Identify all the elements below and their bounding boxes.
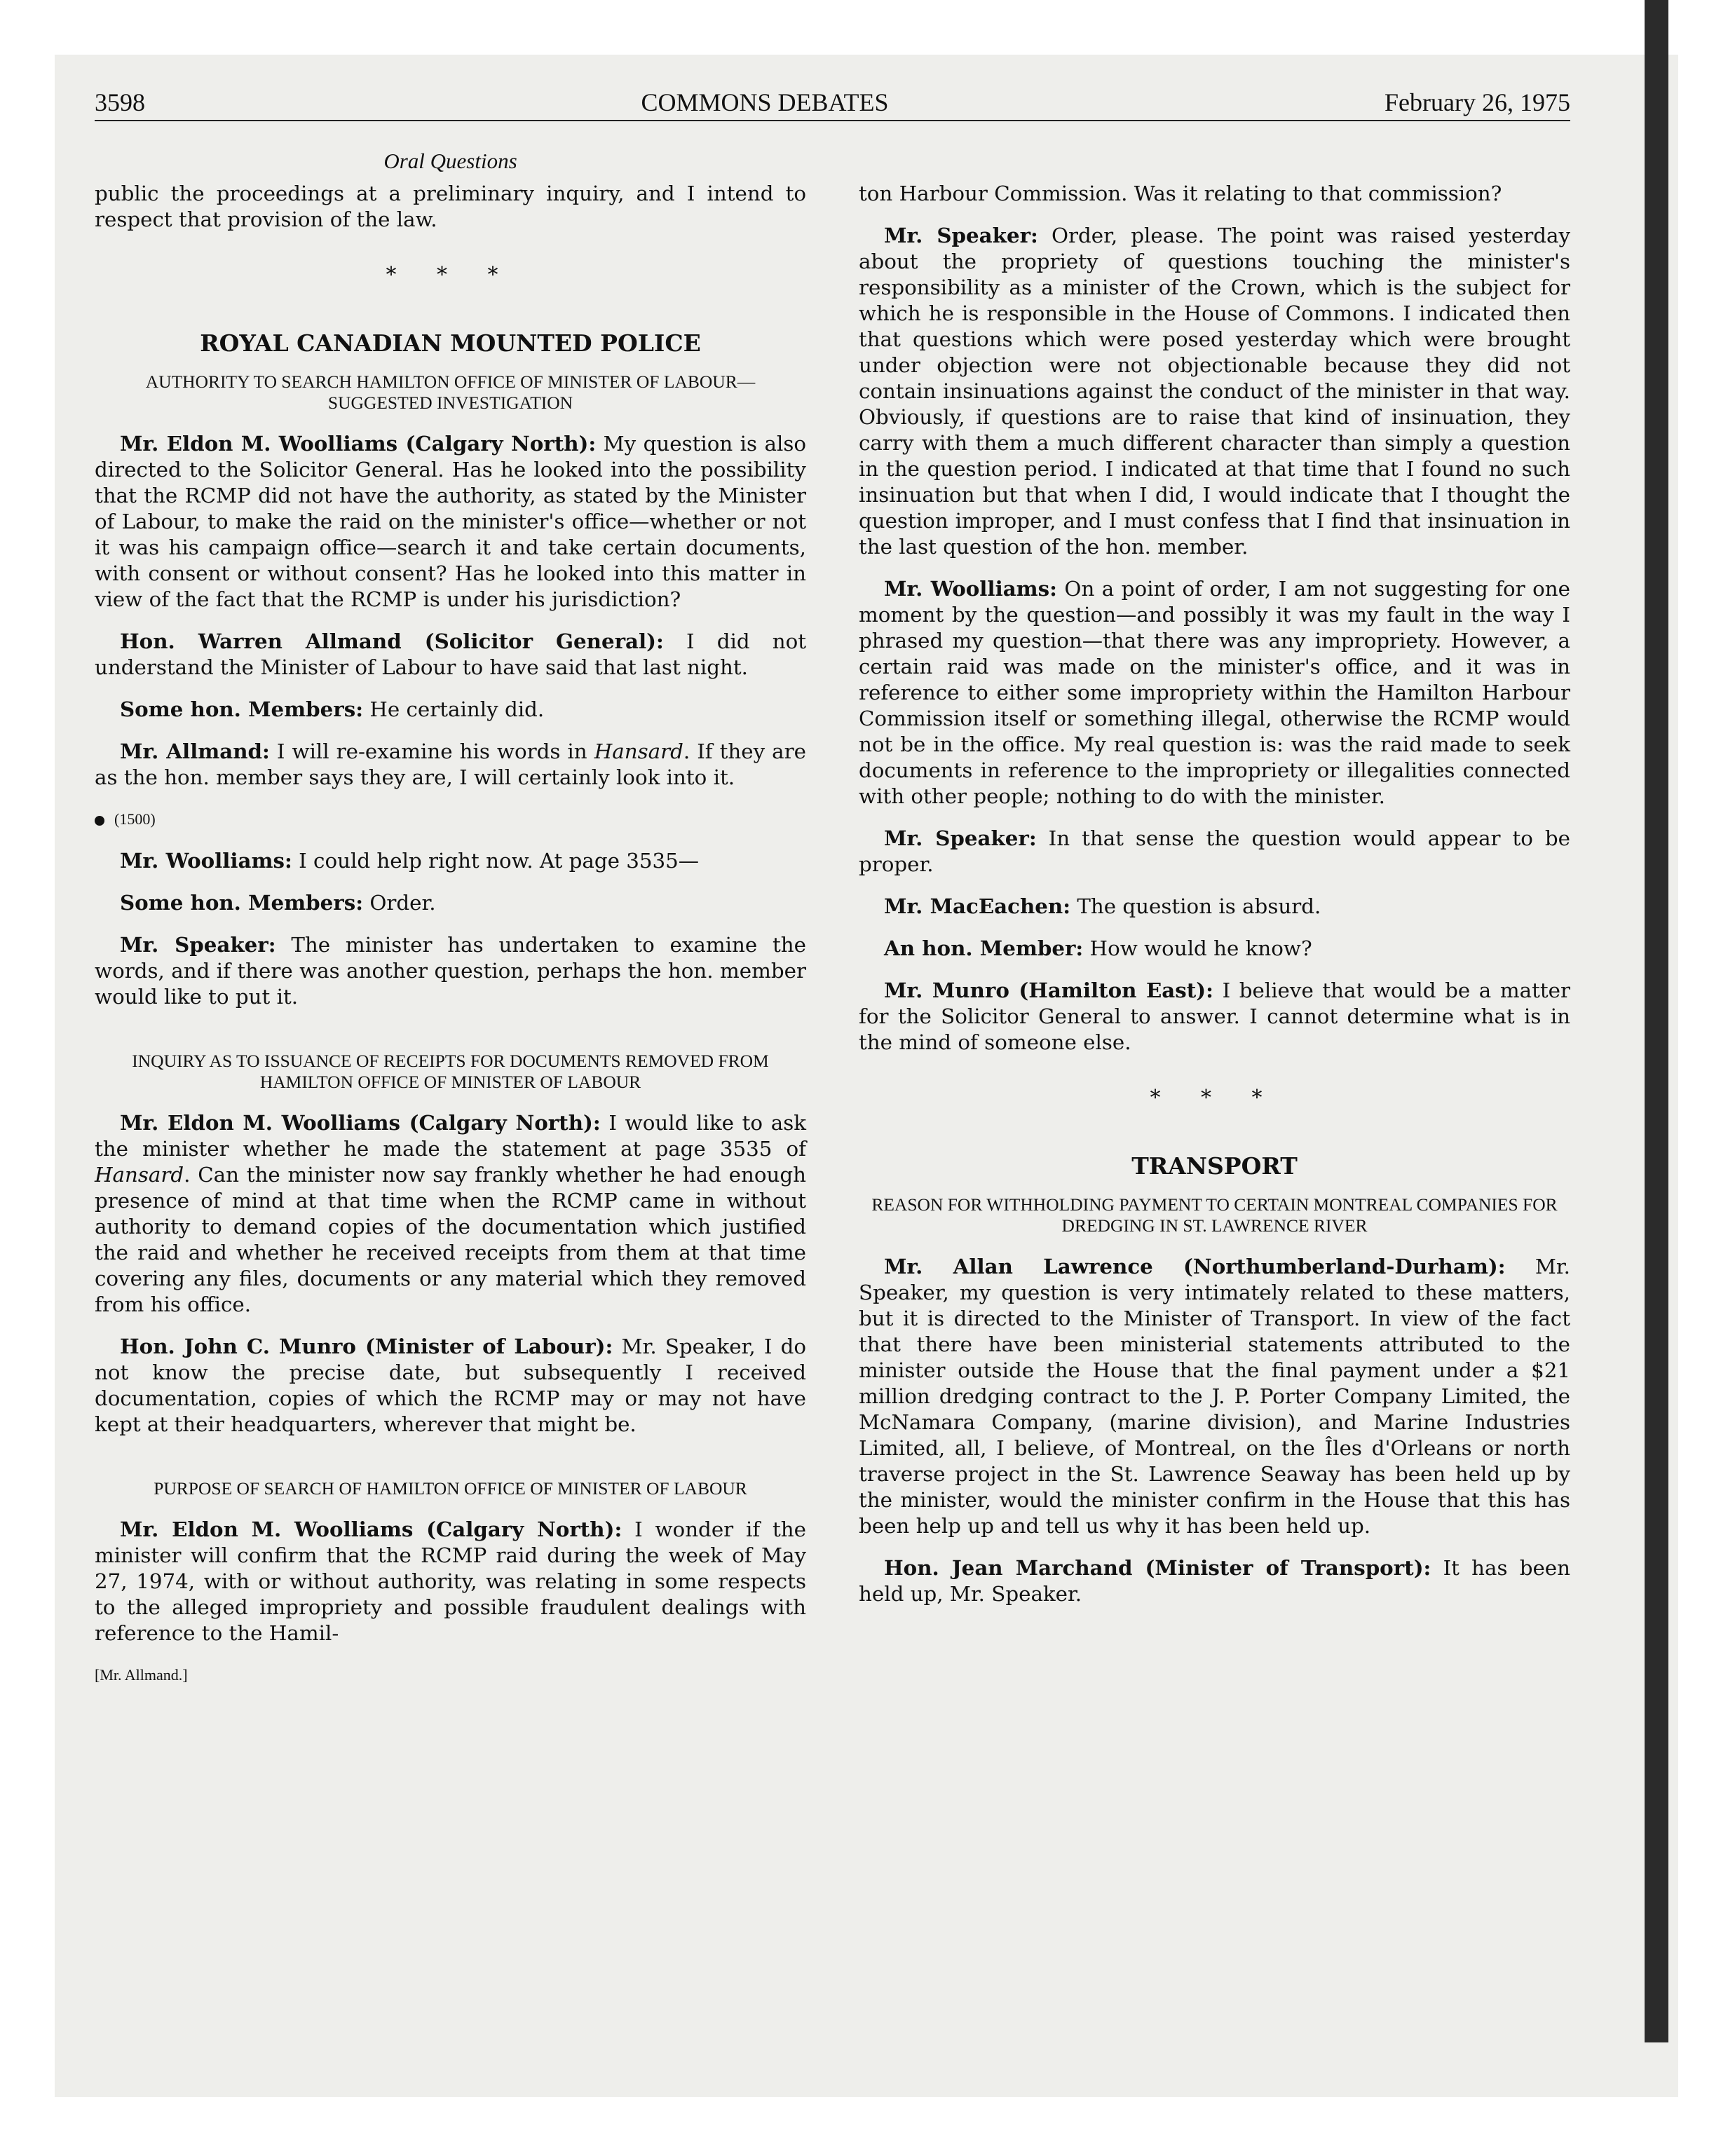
time-marker xyxy=(95,806,806,832)
speech-text: The minister has undertaken to examine the words, and if there was another question, perhaps the hon. member would like to put it. xyxy=(95,933,806,1009)
paragraph: public the proceedings at a preliminary inquiry, and I intend to respect that provision of the law. xyxy=(95,182,806,231)
speaker-name: An hon. Member: xyxy=(884,936,1084,960)
speaker-name: Mr. Munro (Hamilton East): xyxy=(884,978,1213,1002)
section-separator: * * * xyxy=(386,263,515,287)
speech-text: I would like to ask the minister whether he made the statement at page 3535 of xyxy=(95,1111,807,1161)
speaker-name: Hon. Jean Marchand (Minister of Transport): xyxy=(884,1555,1431,1580)
bullet-icon xyxy=(95,816,104,826)
speech-text: I could help right now. At page 3535— xyxy=(292,849,700,873)
speech-text: I believe that would be a matter for the Solicitor General to answer. I cannot determine what is in the mind of someone else. xyxy=(859,978,1571,1054)
paragraph xyxy=(95,1110,806,1318)
speech-text: How would he know? xyxy=(1083,936,1312,960)
speaker-name: Mr. Speaker: xyxy=(120,932,276,957)
paragraph xyxy=(859,1253,1570,1539)
paragraph xyxy=(859,825,1570,878)
publication-title: COMMONS DEBATES xyxy=(641,88,889,116)
speaker-name: Mr. MacEachen: xyxy=(884,894,1071,918)
paragraph xyxy=(95,738,806,791)
speaker-name: Mr. Speaker: xyxy=(884,826,1037,850)
right-column xyxy=(859,181,1570,1623)
paragraph xyxy=(95,932,806,1010)
subheading: AUTHORITY TO SEARCH HAMILTON OFFICE OF MINISTER OF LABOUR—SUGGESTED INVESTIGATION xyxy=(145,371,756,413)
speech-text: Mr. Speaker, I do not know the precise date, but subsequently I received documentation, copies of which the RCMP may or may not have kept at their headquarters, wherever that might be. xyxy=(95,1335,806,1436)
subheading: REASON FOR WITHHOLDING PAYMENT TO CERTAIN MONTREAL COMPANIES FOR DREDGING IN ST. LAWRENCE RIVER xyxy=(871,1194,1558,1236)
speaker-name: Some hon. Members: xyxy=(120,697,364,721)
left-column xyxy=(95,181,806,1688)
speech-text: . Can the minister now say frankly whether he had enough presence of mind at that time when the RCMP came in without authority to demand copies of the documentation which justified the raid and whether he received receipts from them at that time covering any files, documents or any material which they removed from his office. xyxy=(95,1163,806,1316)
time-marker-text: (1500) xyxy=(114,810,156,828)
paragraph xyxy=(95,847,806,874)
speaker-name: Mr. Woolliams: xyxy=(884,576,1057,601)
paragraph xyxy=(859,575,1570,810)
subheading: PURPOSE OF SEARCH OF HAMILTON OFFICE OF MINISTER OF LABOUR xyxy=(154,1478,747,1499)
speech-text: Order, please. The point was raised yesterday about the propriety of questions touching the minister's responsibility as a minister of the Crown, which is the subject for which he is responsible in the House of Commons. I indicated then that questions which were posed yesterday which were brought under objection were not objectionable because they did not contain insinuations against the conduct of the minister in that way. Obviously, if questions are to raise that kind of insinuation, they carry with them a much different character than simply a question in the question period. I indicated at that time that I found no such insinuation but that when I did, I would indicate that I thought the question improper, and I must confess that I find that insinuation in the last question of the hon. member. xyxy=(859,224,1570,559)
paragraph xyxy=(95,696,806,723)
page-date: February 26, 1975 xyxy=(1384,88,1570,116)
paragraph: ton Harbour Commission. Was it relating to that commission? xyxy=(859,182,1502,205)
speaker-name: Some hon. Members: xyxy=(120,890,364,915)
page-number: 3598 xyxy=(95,88,145,116)
speech-text: . If they are as the hon. member says they are, I will certainly look into it. xyxy=(95,739,806,789)
speech-text: I did not understand the Minister of Labour to have said that last night. xyxy=(95,629,807,679)
speech-text: I wonder if the minister will confirm that the RCMP raid during the week of May 27, 1974, with or without authority, was relating in some respects to the alleged impropriety and possible fraudulent dealings with reference to the Hamil- xyxy=(95,1517,806,1645)
section-label: Oral Questions xyxy=(383,149,517,173)
speaker-name: Mr. Eldon M. Woolliams (Calgary North): xyxy=(120,431,597,456)
speech-text: In that sense the question would appear to be proper. xyxy=(859,826,1570,876)
speech-text: My question is also directed to the Solicitor General. Has he looked into the possibility that the RCMP did not have the authority, as stated by the Minister of Labour, to make the raid on the minister's office—whether or not it was his campaign office—search it and take certain documents, with consent or without consent? Has he looked into this matter in view of the fact that the RCMP is under his jurisdiction? xyxy=(95,432,806,611)
header-rule xyxy=(95,120,1570,121)
section-separator: * * * xyxy=(1150,1086,1279,1110)
speech-text: Order. xyxy=(363,891,436,915)
speech-text: It has been held up, Mr. Speaker. xyxy=(859,1556,1571,1606)
paragraph xyxy=(95,628,806,681)
paragraph xyxy=(95,1516,806,1646)
page-footer: [Mr. Allmand.] xyxy=(95,1666,188,1684)
speech-text: Mr. Speaker, my question is very intimately related to these matters, but it is directed to the Minister of Transport. In view of the fact that there have been ministerial statements attributed to the minister outside the House that the final payment under a $21 million dredging contract to the J. P. Porter Company Limited, the McNamara Company, (marine division), and Marine Industries Limited, all, I believe, of Montreal, on the Îles d'Orleans or north traverse project in the St. Lawrence Seaway has been held up by the minister, would the minister confirm in the House that this has been help up and tell us why it has been held up. xyxy=(859,1255,1570,1538)
speech-italic: Hansard xyxy=(95,1163,184,1187)
page-header xyxy=(95,88,1570,117)
paragraph xyxy=(859,1555,1570,1607)
speech-text: He certainly did. xyxy=(363,697,545,721)
topic-heading: TRANSPORT xyxy=(1131,1152,1298,1180)
paragraph xyxy=(95,430,806,613)
speech-text: I will re-examine his words in xyxy=(269,739,594,763)
speaker-name: Hon. John C. Munro (Minister of Labour): xyxy=(120,1334,613,1358)
speech-italic: Hansard xyxy=(594,739,683,763)
paragraph xyxy=(859,893,1570,920)
speaker-name: Mr. Allan Lawrence (Northumberland-Durham): xyxy=(884,1254,1506,1278)
scan-edge-bar xyxy=(1645,0,1668,2042)
speaker-name: Mr. Speaker: xyxy=(884,223,1038,247)
speech-text: On a point of order, I am not suggesting for one moment by the question—and possibly it was my fault in the way I phrased my question—that there was any impropriety. However, a certain raid was made on the minister's office, and it was in reference to either some impropriety within the Hamilton Harbour Commission itself or something illegal, otherwise the RCMP would not be in the office. My real question is: was the raid made to seek documents in reference to the impropriety or illegalities connected with other people; nothing to do with the minister. xyxy=(859,577,1570,808)
paragraph xyxy=(859,935,1570,962)
subheading: INQUIRY AS TO ISSUANCE OF RECEIPTS FOR DOCUMENTS REMOVED FROM HAMILTON OFFICE OF MINISTER OF LABOUR xyxy=(132,1051,769,1092)
speech-text: The question is absurd. xyxy=(1070,894,1321,918)
speaker-name: Mr. Eldon M. Woolliams (Calgary North): xyxy=(120,1110,601,1135)
paragraph xyxy=(859,222,1570,560)
speaker-name: Mr. Allmand: xyxy=(120,739,270,763)
speaker-name: Mr. Woolliams: xyxy=(120,848,292,873)
speaker-name: Mr. Eldon M. Woolliams (Calgary North): xyxy=(120,1517,622,1541)
paragraph xyxy=(95,889,806,916)
speaker-name: Hon. Warren Allmand (Solicitor General): xyxy=(120,629,664,653)
paragraph xyxy=(95,1333,806,1438)
paragraph xyxy=(859,977,1570,1056)
topic-heading: ROYAL CANADIAN MOUNTED POLICE xyxy=(200,329,701,357)
